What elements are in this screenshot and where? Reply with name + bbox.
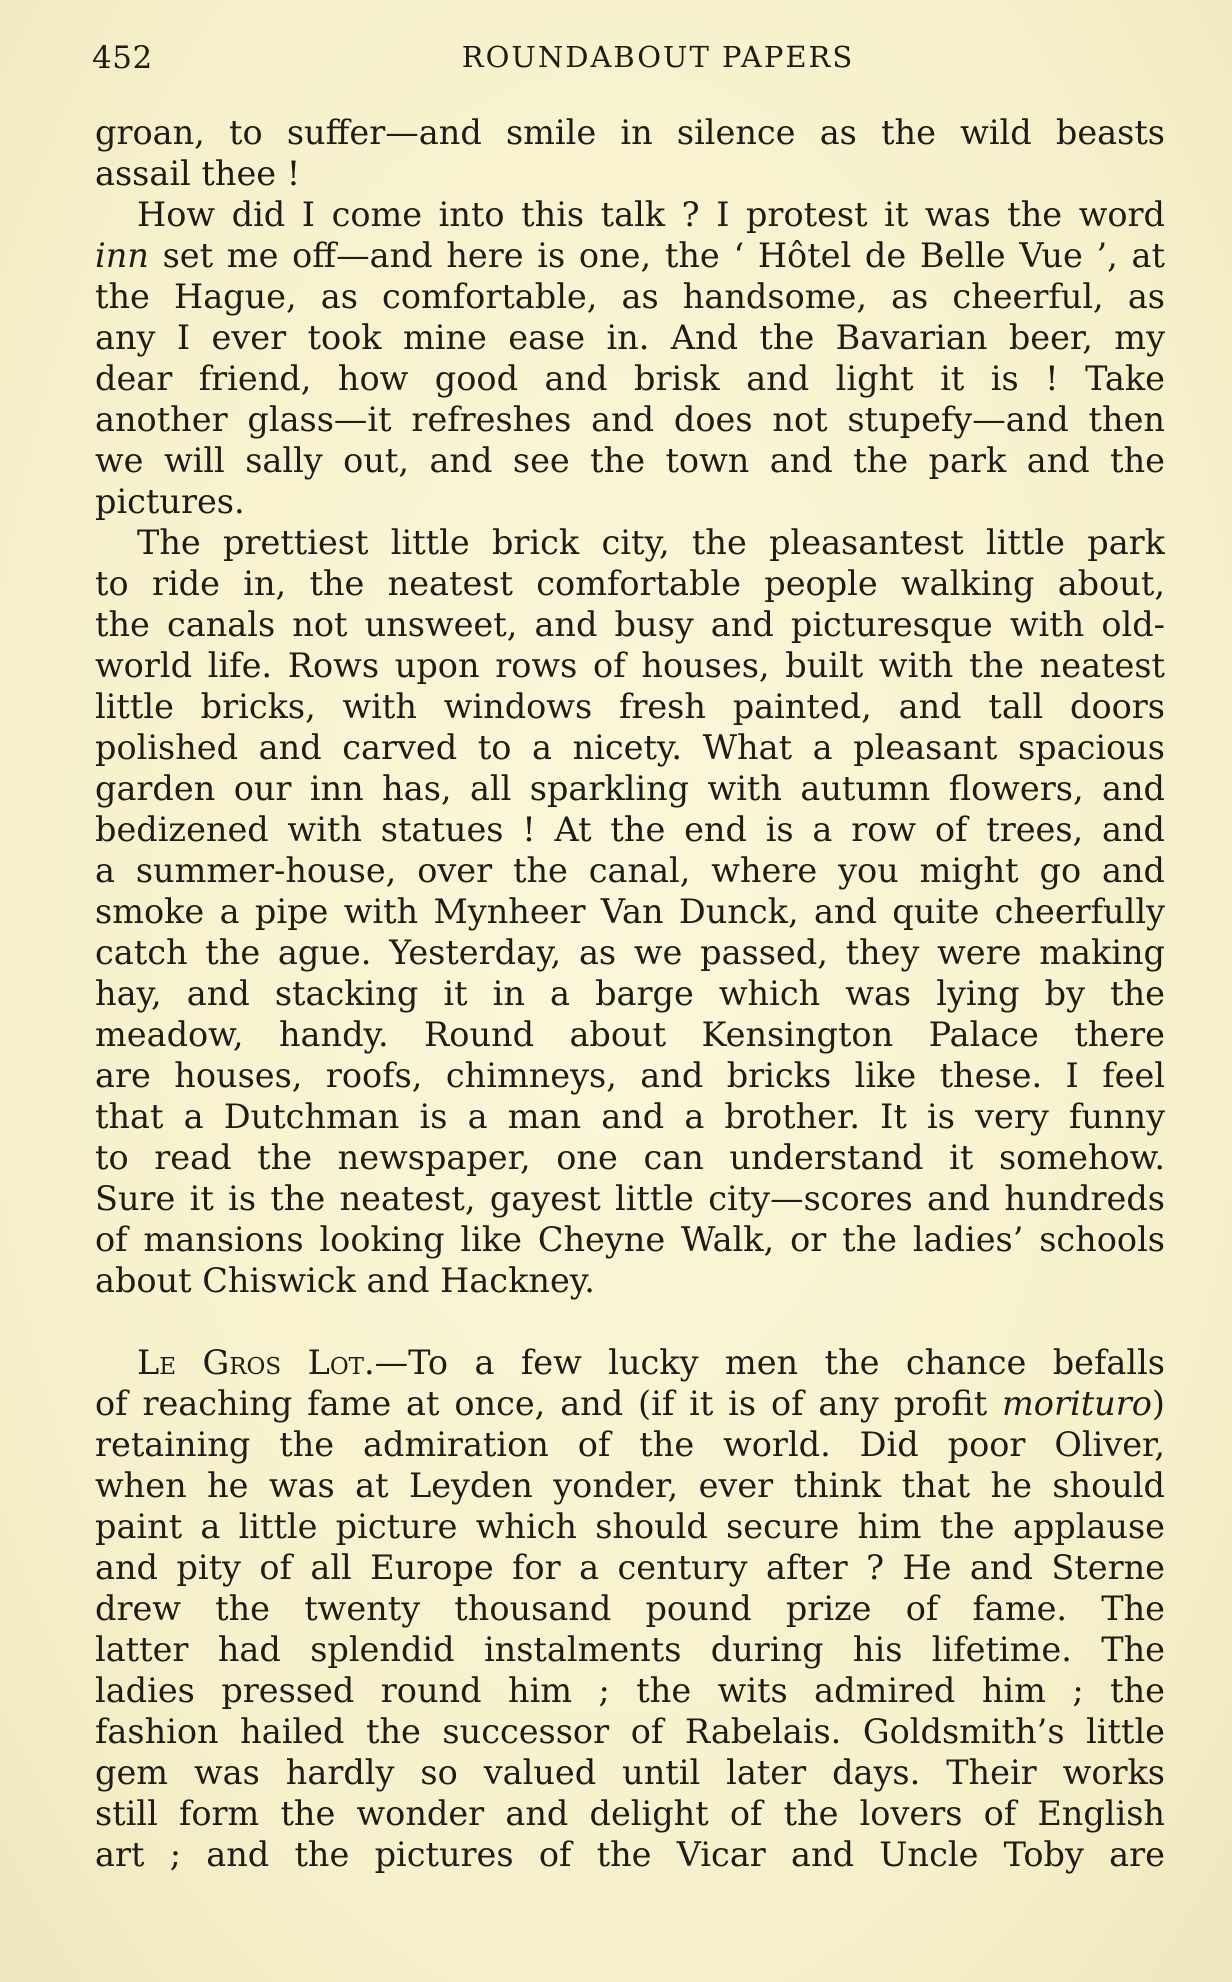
text-line: any I ever took mine ease in. And the Bavarian beer, my: [95, 318, 1165, 357]
text-line: How did I come into this talk ? I protest it was the word: [137, 195, 1165, 234]
text-line: fashion hailed the successor of Rabelais. Goldsmith’s little: [95, 1712, 1165, 1751]
text-line: about Chiswick and Hackney.: [95, 1261, 595, 1300]
section-heading: Le Gros Lot.: [137, 1343, 375, 1382]
text-line: ladies pressed round him ; the wits admired him ; the: [95, 1671, 1165, 1710]
text-span: —To a few lucky men the chance befalls: [374, 1343, 1165, 1382]
text-span: ): [1151, 1384, 1165, 1423]
text-line: of mansions looking like Cheyne Walk, or the ladies’ schools: [95, 1220, 1165, 1259]
text-line: The prettiest little brick city, the pleasantest little park: [137, 523, 1165, 562]
text-line: catch the ague. Yesterday, as we passed, they were making: [95, 933, 1165, 972]
text-line: assail thee !: [95, 154, 301, 193]
italic-word: inn: [95, 236, 149, 275]
text-line: smoke a pipe with Mynheer Van Dunck, and quite cheerfully: [95, 892, 1165, 931]
paragraph: [95, 194, 1165, 522]
text-line: retaining the admiration of the world. Did poor Oliver,: [95, 1425, 1165, 1464]
text-line: another glass—it refreshes and does not stupefy—and then: [95, 400, 1165, 439]
text-line: groan, to suffer—and smile in silence as the wild beasts: [95, 113, 1165, 152]
text-line: hay, and stacking it in a barge which was lying by the: [95, 974, 1165, 1013]
text-line: pictures.: [95, 482, 245, 521]
text-line: little bricks, with windows fresh painted, and tall doors: [95, 687, 1165, 726]
text-line: bedizened with statues ! At the end is a row of trees, and: [95, 810, 1165, 849]
italic-word: morituro: [1002, 1384, 1152, 1423]
running-title: ROUNDABOUT PAPERS: [461, 40, 855, 74]
text-line: paint a little picture which should secure him the applause: [95, 1507, 1165, 1546]
body-text: [95, 112, 1165, 1875]
text-line: are houses, roofs, chimneys, and bricks like these. I feel: [95, 1056, 1165, 1095]
section-break: [95, 1301, 1165, 1342]
text-line: a summer-house, over the canal, where you might go and: [95, 851, 1165, 890]
text-span: of reaching fame at once, and (if it is of any profit: [95, 1384, 1003, 1423]
text-line: [95, 235, 1165, 276]
text-line: garden our inn has, all sparkling with autumn flowers, and: [95, 769, 1165, 808]
paragraph: [95, 1342, 1165, 1875]
text-line: to ride in, the neatest comfortable people walking about,: [95, 564, 1165, 603]
text-line: art ; and the pictures of the Vicar and Uncle Toby are: [95, 1835, 1165, 1874]
text-line: [95, 1383, 1165, 1424]
text-line: dear friend, how good and brisk and light it is ! Take: [95, 359, 1165, 398]
running-head: [92, 40, 1164, 84]
text-line: drew the twenty thousand pound prize of fame. The: [95, 1589, 1165, 1628]
text-line: latter had splendid instalments during his lifetime. The: [95, 1630, 1165, 1669]
text-line: world life. Rows upon rows of houses, built with the neatest: [95, 646, 1165, 685]
text-line: we will sally out, and see the town and the park and the: [95, 441, 1165, 480]
text-line: still form the wonder and delight of the lovers of English: [95, 1794, 1165, 1833]
text-line: [95, 1342, 1165, 1383]
text-line: the Hague, as comfortable, as handsome, as cheerful, as: [95, 277, 1165, 316]
text-line: gem was hardly so valued until later days. Their works: [95, 1753, 1165, 1792]
text-line: meadow, handy. Round about Kensington Palace there: [95, 1015, 1165, 1054]
text-line: when he was at Leyden yonder, ever think that he should: [95, 1466, 1165, 1505]
paragraph: [95, 112, 1165, 194]
text-span: set me off—and here is one, the ‘ Hôtel de Belle Vue ’, at: [148, 236, 1165, 275]
text-line: and pity of all Europe for a century after ? He and Sterne: [95, 1548, 1165, 1587]
page-number: 452: [92, 40, 153, 76]
text-line: polished and carved to a nicety. What a pleasant spacious: [95, 728, 1165, 767]
text-line: the canals not unsweet, and busy and picturesque with old-: [95, 605, 1165, 644]
paragraph: [95, 522, 1165, 1301]
text-line: that a Dutchman is a man and a brother. It is very funny: [95, 1097, 1165, 1136]
text-line: Sure it is the neatest, gayest little city—scores and hundreds: [95, 1179, 1165, 1218]
text-line: to read the newspaper, one can understand it somehow.: [95, 1138, 1165, 1177]
